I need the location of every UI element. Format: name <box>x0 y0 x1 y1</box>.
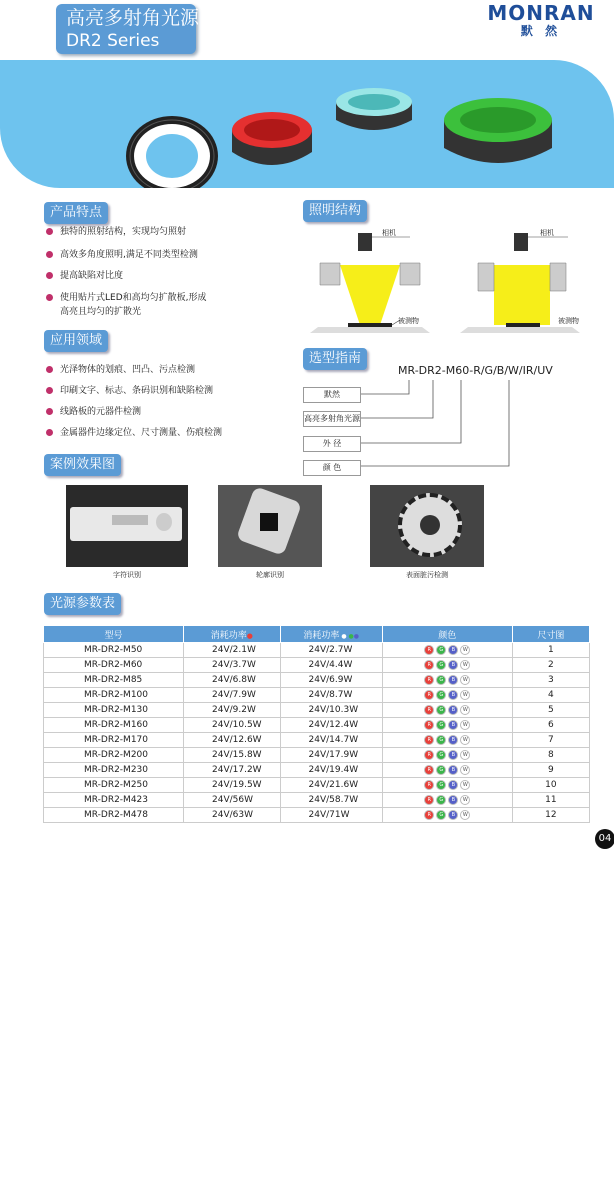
cell-colors <box>382 718 512 733</box>
color-dot: G <box>436 705 446 715</box>
color-dot: G <box>436 780 446 790</box>
cell-size: 8 <box>512 748 589 763</box>
cell-colors <box>382 688 512 703</box>
color-dot: G <box>436 765 446 775</box>
color-dot: W <box>460 810 470 820</box>
cell-model: MR-DR2-M478 <box>44 808 184 823</box>
case-photo-contour <box>218 485 322 567</box>
cell-colors <box>382 643 512 658</box>
cell-size: 10 <box>512 778 589 793</box>
case-caption: 轮廓识别 <box>256 571 284 579</box>
cell-model: MR-DR2-M250 <box>44 778 184 793</box>
camera-label-right: 相机 <box>540 229 554 237</box>
camera-label-left: 相机 <box>382 229 396 237</box>
cell-power-other: 24V/58.7W <box>280 793 382 808</box>
color-dot: B <box>448 660 458 670</box>
cell-power-other: 24V/12.4W <box>280 718 382 733</box>
color-dot: R <box>424 810 434 820</box>
color-dot: B <box>448 750 458 760</box>
color-dot: G <box>436 660 446 670</box>
color-dot: W <box>460 675 470 685</box>
cell-model: MR-DR2-M60 <box>44 658 184 673</box>
color-dot: G <box>436 720 446 730</box>
cell-size: 9 <box>512 763 589 778</box>
cell-model: MR-DR2-M423 <box>44 793 184 808</box>
cell-size: 2 <box>512 658 589 673</box>
selection-box-diameter: 外 径 <box>303 436 361 452</box>
color-dot: B <box>448 690 458 700</box>
cell-power-other: 24V/8.7W <box>280 688 382 703</box>
cell-model: MR-DR2-M50 <box>44 643 184 658</box>
cell-power-red: 24V/10.5W <box>184 718 281 733</box>
table-row <box>44 688 590 703</box>
color-dot: W <box>460 720 470 730</box>
table-header-row <box>44 626 590 643</box>
color-dot: W <box>460 690 470 700</box>
cell-model: MR-DR2-M160 <box>44 718 184 733</box>
color-dot: R <box>424 690 434 700</box>
object-label-left: 被测物 <box>398 317 419 325</box>
table-row <box>44 643 590 658</box>
cases-header: 案例效果图 <box>44 454 121 476</box>
color-dot: G <box>436 735 446 745</box>
color-dot: W <box>460 645 470 655</box>
table-row <box>44 808 590 823</box>
cell-power-red: 24V/63W <box>184 808 281 823</box>
selection-box-brand: 默然 <box>303 387 361 403</box>
table-row <box>44 718 590 733</box>
cell-power-other: 24V/19.4W <box>280 763 382 778</box>
table-row <box>44 793 590 808</box>
color-dot: B <box>448 720 458 730</box>
application-item: 印刷文字、标志、条码识别和缺陷检测 <box>60 385 213 397</box>
features-header: 产品特点 <box>44 202 108 224</box>
object-label-right: 被测物 <box>558 317 579 325</box>
title-en: DR2 Series <box>66 31 160 51</box>
color-dot: W <box>460 735 470 745</box>
color-dot: B <box>448 705 458 715</box>
color-dot: B <box>448 810 458 820</box>
params-table <box>43 625 590 823</box>
cell-power-red: 24V/3.7W <box>184 658 281 673</box>
application-item: 线路板的元器件检测 <box>60 406 141 418</box>
color-dot: G <box>436 690 446 700</box>
ring-light-cyan <box>336 88 412 130</box>
cell-model: MR-DR2-M200 <box>44 748 184 763</box>
col-power-other: 消耗功率 ● ●● <box>280 626 382 643</box>
application-item: 金属器件边缘定位、尺寸测量、伤痕检测 <box>60 427 222 439</box>
table-row <box>44 763 590 778</box>
cell-model: MR-DR2-M130 <box>44 703 184 718</box>
table-row <box>44 673 590 688</box>
cell-power-red: 24V/2.1W <box>184 643 281 658</box>
cell-colors <box>382 748 512 763</box>
color-dot: R <box>424 645 434 655</box>
cell-colors <box>382 673 512 688</box>
feature-item-continued: 高亮且均匀的扩散光 <box>60 307 142 317</box>
color-dot: B <box>448 645 458 655</box>
cell-size: 4 <box>512 688 589 703</box>
cell-size: 12 <box>512 808 589 823</box>
color-dot: G <box>436 810 446 820</box>
cell-colors <box>382 793 512 808</box>
model-code: MR-DR2-M60-R/G/B/W/IR/UV <box>398 364 553 377</box>
feature-item: 使用贴片式LED和高均匀扩散板,形成 <box>60 292 207 304</box>
case-caption: 字符识别 <box>113 571 141 579</box>
cell-colors <box>382 703 512 718</box>
params-header: 光源参数表 <box>44 593 121 615</box>
table-row <box>44 778 590 793</box>
cell-power-red: 24V/7.9W <box>184 688 281 703</box>
cell-size: 11 <box>512 793 589 808</box>
col-power-red: 消耗功率● <box>184 626 281 643</box>
page-title <box>56 4 200 54</box>
cell-power-other: 24V/4.4W <box>280 658 382 673</box>
color-dot: W <box>460 660 470 670</box>
color-dot: R <box>424 735 434 745</box>
cell-power-red: 24V/56W <box>184 793 281 808</box>
cell-power-other: 24V/10.3W <box>280 703 382 718</box>
cell-power-red: 24V/17.2W <box>184 763 281 778</box>
case-photo-surface <box>370 485 484 567</box>
cell-colors <box>382 778 512 793</box>
brand-logo <box>486 2 596 40</box>
product-banner <box>0 60 614 188</box>
color-dot: W <box>460 765 470 775</box>
selection-box-series: 高亮多射角光源 <box>303 411 361 427</box>
applications-header: 应用领域 <box>44 330 108 352</box>
col-size: 尺寸图 <box>512 626 589 643</box>
cell-colors <box>382 763 512 778</box>
color-dot: W <box>460 780 470 790</box>
cell-colors <box>382 658 512 673</box>
color-dot: W <box>460 750 470 760</box>
lighting-structure-diagram <box>310 225 590 337</box>
cell-power-red: 24V/9.2W <box>184 703 281 718</box>
page-number: 04 <box>595 829 614 849</box>
color-dot: B <box>448 780 458 790</box>
cell-power-red: 24V/15.8W <box>184 748 281 763</box>
color-dot: B <box>448 765 458 775</box>
selection-connectors <box>359 376 559 476</box>
color-dot: G <box>436 750 446 760</box>
cell-power-red: 24V/19.5W <box>184 778 281 793</box>
color-dot: B <box>448 735 458 745</box>
application-item: 光泽物体的划痕、凹凸、污点检测 <box>60 364 195 376</box>
color-dot: R <box>424 660 434 670</box>
table-row <box>44 733 590 748</box>
cell-power-other: 24V/6.9W <box>280 673 382 688</box>
logo-cn: 默 然 <box>520 24 562 38</box>
cell-size: 7 <box>512 733 589 748</box>
feature-item: 提高缺陷对比度 <box>60 270 123 282</box>
selection-box-color: 颜 色 <box>303 460 361 476</box>
color-dot: R <box>424 675 434 685</box>
color-dot: W <box>460 795 470 805</box>
cell-size: 3 <box>512 673 589 688</box>
cell-size: 5 <box>512 703 589 718</box>
ring-lights-illustration <box>0 60 614 188</box>
color-dot: B <box>448 795 458 805</box>
feature-item: 独特的照射结构，实现均匀照射 <box>60 226 186 238</box>
case-caption: 表面脏污检测 <box>406 571 448 579</box>
cell-power-other: 24V/2.7W <box>280 643 382 658</box>
color-dot: B <box>448 675 458 685</box>
table-row <box>44 748 590 763</box>
cell-colors <box>382 808 512 823</box>
ring-light-white <box>126 116 218 188</box>
cell-model: MR-DR2-M170 <box>44 733 184 748</box>
color-dot: W <box>460 705 470 715</box>
col-color: 颜色 <box>382 626 512 643</box>
cell-size: 1 <box>512 643 589 658</box>
case-photo-character <box>66 485 188 567</box>
cell-power-other: 24V/17.9W <box>280 748 382 763</box>
cell-power-other: 24V/71W <box>280 808 382 823</box>
cell-model: MR-DR2-M230 <box>44 763 184 778</box>
color-dot: R <box>424 705 434 715</box>
col-model: 型号 <box>44 626 184 643</box>
cell-size: 6 <box>512 718 589 733</box>
cell-colors <box>382 733 512 748</box>
color-dot: R <box>424 720 434 730</box>
color-dot: R <box>424 765 434 775</box>
ring-light-green <box>444 98 552 163</box>
color-dot: R <box>424 750 434 760</box>
selection-header: 选型指南 <box>303 348 367 370</box>
feature-item: 高效多角度照明,满足不同类型检测 <box>60 249 198 261</box>
cell-power-red: 24V/6.8W <box>184 673 281 688</box>
cell-model: MR-DR2-M100 <box>44 688 184 703</box>
color-dot: G <box>436 645 446 655</box>
cell-power-red: 24V/12.6W <box>184 733 281 748</box>
cell-power-other: 24V/14.7W <box>280 733 382 748</box>
color-dot: G <box>436 795 446 805</box>
cell-power-other: 24V/21.6W <box>280 778 382 793</box>
ring-light-red <box>232 112 312 165</box>
logo-en: MONRAN <box>487 1 595 25</box>
color-dot: G <box>436 675 446 685</box>
structure-header: 照明结构 <box>303 200 367 222</box>
title-cn: 高亮多射角光源 <box>66 7 200 29</box>
color-dot: R <box>424 780 434 790</box>
color-dot: R <box>424 795 434 805</box>
table-row <box>44 703 590 718</box>
cell-model: MR-DR2-M85 <box>44 673 184 688</box>
table-row <box>44 658 590 673</box>
